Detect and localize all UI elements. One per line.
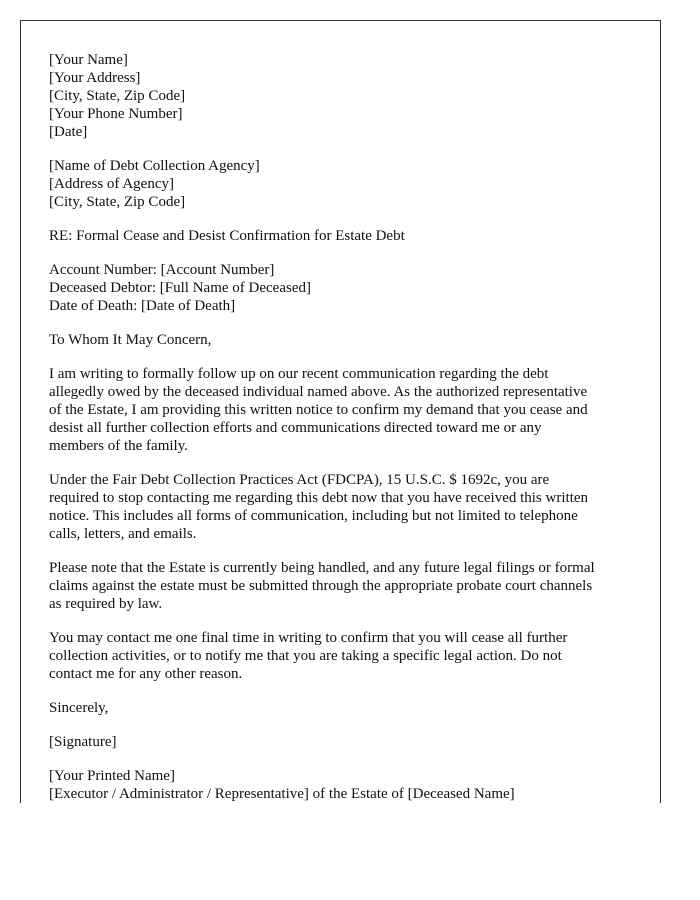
signature: [Signature] [49, 734, 117, 750]
account-info: Account Number: [Account Number] Deceased Debtor: [Full Name of Deceased] Date of Death: [Date of Death] [49, 262, 311, 314]
body-paragraph: Please note that the Estate is currently being handled, and any future legal filings or formal claims against the estate must be submitted through the appropriate probate court channels as required by law. [49, 560, 595, 612]
body-paragraph: You may contact me one final time in writing to confirm that you will cease all further collection activities, or to notify me that you are taking a specific legal action. Do not contact me for any other reason. [49, 630, 568, 682]
body-paragraph: Under the Fair Debt Collection Practices Act (FDCPA), 15 U.S.C. $ 1692c, you are required to stop contacting me regarding this debt now that you have received this written notice. This includes all forms of communication, including but not limited to telephone calls, letters, and emails. [49, 472, 589, 542]
recipient-address: [Name of Debt Collection Agency] [Address of Agency] [City, State, Zip Code] [49, 158, 260, 210]
body-paragraph: I am writing to formally follow up on our recent communication regarding the debt allegedly owed by the deceased individual named above. As the authorized representative of the Estate, I am providing this written notice to confirm my demand that you cease and desist all further collection efforts and communications directed toward me or any members of the family. [49, 366, 588, 454]
signoff: [Your Printed Name] [Executor / Administrator / Representative] of the Estate of [Deceased Name] [49, 768, 515, 802]
letter-page [20, 20, 661, 803]
salutation: To Whom It May Concern, [49, 332, 212, 348]
sender-address: [Your Name] [Your Address] [City, State, Zip Code] [Your Phone Number] [Date] [49, 52, 186, 140]
closing: Sincerely, [49, 700, 109, 716]
subject-line: RE: Formal Cease and Desist Confirmation for Estate Debt [49, 228, 405, 244]
